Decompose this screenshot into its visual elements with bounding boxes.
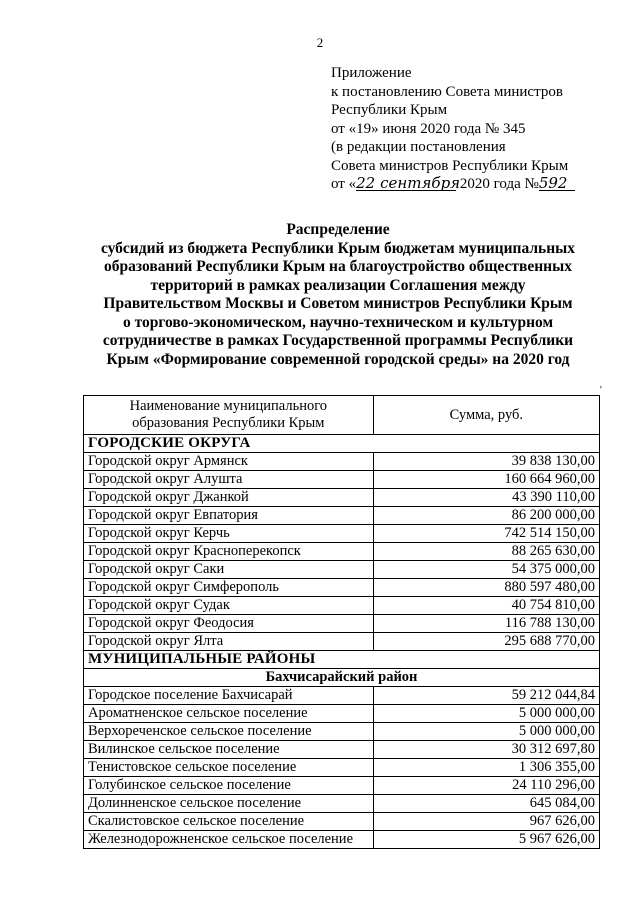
table-row xyxy=(84,795,600,813)
row-name: Верхореченское сельское поселение xyxy=(84,723,374,741)
row-name: Городское поселение Бахчисарай xyxy=(84,687,374,705)
document-title xyxy=(40,221,636,369)
row-name: Тенистовское сельское поселение xyxy=(84,759,374,777)
row-amount: 30 312 697,80 xyxy=(373,741,599,759)
row-name: Городской округ Саки xyxy=(84,561,374,579)
distribution-table xyxy=(83,395,600,849)
page-number: 2 xyxy=(316,35,324,50)
table-row xyxy=(84,759,600,777)
table-row xyxy=(84,543,600,561)
title-line: субсидий из бюджета Республики Крым бюджетам муниципальных xyxy=(100,239,576,257)
title-heading: Распределение xyxy=(286,221,390,238)
row-amount: 742 514 150,00 xyxy=(373,525,599,543)
subsection-row-bakhchisaray xyxy=(84,669,600,687)
section-title: МУНИЦИПАЛЬНЫЕ РАЙОНЫ xyxy=(84,651,600,669)
appendix-line: от «19» июня 2020 года № 345 xyxy=(331,120,526,137)
table-row xyxy=(84,579,600,597)
row-amount: 43 390 110,00 xyxy=(373,489,599,507)
appendix-line: (в редакции постановления xyxy=(331,139,506,155)
table-row xyxy=(84,723,600,741)
table-row xyxy=(84,615,600,633)
row-name: Городской округ Армянск xyxy=(84,453,374,471)
row-name: Голубинское сельское поселение xyxy=(84,777,374,795)
row-amount: 645 084,00 xyxy=(373,795,599,813)
table-row xyxy=(84,831,600,849)
row-name: Городской округ Джанкой xyxy=(84,489,374,507)
table-row xyxy=(84,777,600,795)
table-row xyxy=(84,687,600,705)
row-name: Городской округ Судак xyxy=(84,597,374,615)
row-amount: 1 306 355,00 xyxy=(373,759,599,777)
row-name: Городской округ Симферополь xyxy=(84,579,374,597)
header-name: Наименование муниципального образования Республики Крым xyxy=(84,396,374,435)
row-name: Долинненское сельское поселение xyxy=(84,795,374,813)
table-row xyxy=(84,489,600,507)
row-amount: 24 110 296,00 xyxy=(373,777,599,795)
table-row xyxy=(84,561,600,579)
row-name: Городской округ Феодосия xyxy=(84,615,374,633)
amendment-date-line xyxy=(331,175,621,194)
handwritten-number: 592 xyxy=(539,176,575,191)
row-amount: 967 626,00 xyxy=(373,813,599,831)
appendix-line: Совета министров Республики Крым xyxy=(331,157,569,174)
row-name: Вилинское сельское поселение xyxy=(84,741,374,759)
section-row-urban xyxy=(84,435,600,453)
title-line: сотрудничестве в рамках Государственной программы Республики xyxy=(102,332,574,349)
row-amount: 5 967 626,00 xyxy=(373,831,599,849)
row-name: Городской округ Евпатория xyxy=(84,507,374,525)
title-line: Крым «Формирование современной городской среды» на 2020 год xyxy=(106,350,570,368)
row-name: Ароматненское сельское поселение xyxy=(84,705,374,723)
table-row xyxy=(84,705,600,723)
table-row xyxy=(84,525,600,543)
table-row xyxy=(84,597,600,615)
table-row xyxy=(84,453,600,471)
row-amount: 160 664 960,00 xyxy=(373,471,599,489)
title-line: о торгово-экономическом, научно-техническом и культурном xyxy=(122,313,554,331)
table-row xyxy=(84,507,600,525)
table-header-row xyxy=(84,396,600,435)
appendix-line: Приложение xyxy=(331,65,412,81)
row-amount: 116 788 130,00 xyxy=(373,615,599,633)
subsection-title: Бахчисарайский район xyxy=(84,669,600,687)
table-corner-mark: ' xyxy=(600,385,602,396)
row-name: Городской округ Алушта xyxy=(84,471,374,489)
date-prefix: от « xyxy=(331,176,357,192)
date-mid: 2020 года № xyxy=(459,176,539,192)
row-amount: 295 688 770,00 xyxy=(373,633,599,651)
row-name: Городской округ Ялта xyxy=(84,633,374,651)
row-amount: 86 200 000,00 xyxy=(373,507,599,525)
title-line: Правительством Москвы и Советом министров Республики Крым xyxy=(103,295,573,312)
row-amount: 880 597 480,00 xyxy=(373,579,599,597)
table-row xyxy=(84,813,600,831)
header-sum: Сумма, руб. xyxy=(373,396,599,435)
row-amount: 5 000 000,00 xyxy=(373,723,599,741)
row-name: Скалистовское сельское поселение xyxy=(84,813,374,831)
table-row xyxy=(84,741,600,759)
appendix-block xyxy=(331,64,621,194)
row-amount: 54 375 000,00 xyxy=(373,561,599,579)
table-row xyxy=(84,471,600,489)
handwritten-day: 22 xyxy=(356,176,380,191)
table-body xyxy=(84,435,600,849)
title-line: образований Республики Крым на благоустройство общественных xyxy=(104,258,572,275)
appendix-line: к постановлению Совета министров xyxy=(331,83,563,100)
row-amount: 40 754 810,00 xyxy=(373,597,599,615)
row-name: Городской округ Красноперекопск xyxy=(84,543,374,561)
handwritten-month: сентября xyxy=(380,174,461,192)
section-row-municipal xyxy=(84,651,600,669)
row-name: Железнодорожненское сельское поселение xyxy=(84,831,374,849)
row-amount: 39 838 130,00 xyxy=(373,453,599,471)
title-line: территорий в рамках реализации Соглашения между xyxy=(150,276,526,294)
row-amount: 88 265 630,00 xyxy=(373,543,599,561)
row-amount: 59 212 044,84 xyxy=(373,687,599,705)
table-row xyxy=(84,633,600,651)
section-title: ГОРОДСКИЕ ОКРУГА xyxy=(84,435,600,453)
row-name: Городской округ Керчь xyxy=(84,525,374,543)
row-amount: 5 000 000,00 xyxy=(373,705,599,723)
appendix-line: Республики Крым xyxy=(331,102,448,118)
